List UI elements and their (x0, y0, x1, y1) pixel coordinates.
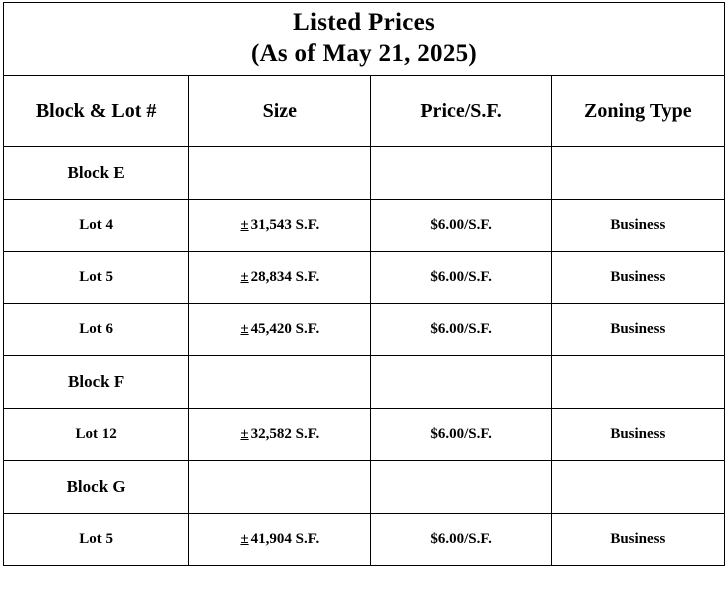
cell-price: $6.00/S.F. (371, 304, 551, 356)
table-header-row (4, 76, 725, 147)
plus-minus-symbol: ± (240, 321, 249, 337)
cell-size-value: 45,420 S.F. (250, 321, 320, 337)
cell-size (189, 200, 371, 252)
table-row (4, 514, 725, 566)
cell-price (371, 147, 551, 200)
cell-lot: Lot 12 (4, 409, 189, 461)
cell-zoning: Business (551, 514, 724, 566)
cell-lot: Lot 5 (4, 252, 189, 304)
cell-size-value: 28,834 S.F. (250, 269, 320, 285)
column-header-zoning: Zoning Type (551, 76, 724, 147)
table-row (4, 356, 725, 409)
cell-price: $6.00/S.F. (371, 514, 551, 566)
block-group-label: Block E (4, 147, 189, 200)
cell-price (371, 461, 551, 514)
cell-zoning (551, 147, 724, 200)
plus-minus-symbol: ± (240, 531, 249, 547)
cell-price: $6.00/S.F. (371, 252, 551, 304)
cell-size (189, 304, 371, 356)
cell-size-value: 31,543 S.F. (250, 217, 320, 233)
cell-size (189, 514, 371, 566)
page-title: Listed Prices (292, 9, 436, 36)
cell-zoning: Business (551, 200, 724, 252)
table-row (4, 461, 725, 514)
cell-zoning: Business (551, 409, 724, 461)
cell-price: $6.00/S.F. (371, 409, 551, 461)
column-header-block-lot: Block & Lot # (4, 76, 189, 147)
cell-size (189, 252, 371, 304)
table-row (4, 409, 725, 461)
column-header-size: Size (189, 76, 371, 147)
block-group-label: Block G (4, 461, 189, 514)
column-header-price: Price/S.F. (371, 76, 551, 147)
cell-price (371, 356, 551, 409)
cell-price: $6.00/S.F. (371, 200, 551, 252)
page-subtitle: (As of May 21, 2025) (250, 40, 478, 67)
cell-size-value: 32,582 S.F. (250, 426, 320, 442)
cell-size (189, 147, 371, 200)
listed-prices-table (3, 2, 725, 566)
plus-minus-symbol: ± (240, 426, 249, 442)
plus-minus-symbol: ± (240, 269, 249, 285)
document-sheet (0, 2, 728, 590)
cell-size (189, 409, 371, 461)
cell-lot: Lot 5 (4, 514, 189, 566)
cell-size (189, 356, 371, 409)
cell-zoning (551, 356, 724, 409)
cell-zoning: Business (551, 252, 724, 304)
plus-minus-symbol: ± (240, 217, 249, 233)
block-group-label: Block F (4, 356, 189, 409)
cell-lot: Lot 6 (4, 304, 189, 356)
table-title-row (4, 3, 725, 76)
cell-zoning (551, 461, 724, 514)
cell-lot: Lot 4 (4, 200, 189, 252)
table-row (4, 304, 725, 356)
table-row (4, 252, 725, 304)
table-row (4, 147, 725, 200)
cell-size (189, 461, 371, 514)
cell-zoning: Business (551, 304, 724, 356)
cell-size-value: 41,904 S.F. (250, 531, 320, 547)
table-title-cell (4, 3, 725, 76)
table-row (4, 200, 725, 252)
